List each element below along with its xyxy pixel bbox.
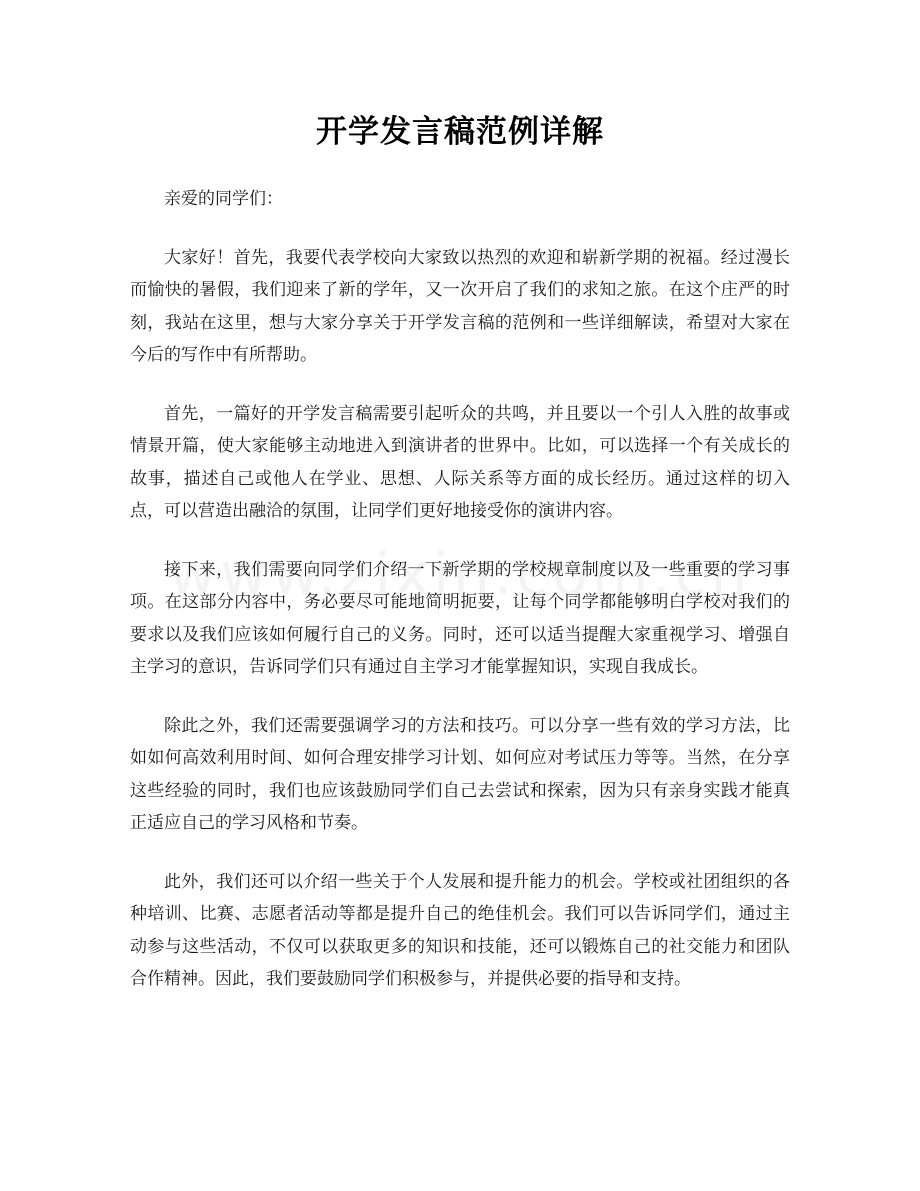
body-paragraph: 除此之外，我们还需要强调学习的方法和技巧。可以分享一些有效的学习方法，比如如何高效利用时间、如何合理安排学习计划、如何应对考试压力等等。当然，在分享这些经验的同时，我们也应该鼓励同学们自己去尝试和探索，因为只有亲身实践才能真正适应自己的学习风格和节奏。	[130, 715, 790, 833]
body-paragraph: 首先，一篇好的开学发言稿需要引起听众的共鸣，并且要以一个引人入胜的故事或情景开篇，使大家能够主动地进入到演讲者的世界中。比如，可以选择一个有关成长的故事，描述自己或他人在学业、思想、人际关系等方面的成长经历。通过这样的切入点，可以营造出融洽的氛围，让同学们更好地接受你的演讲内容。	[130, 403, 790, 521]
body-paragraph: 大家好！首先，我要代表学校向大家致以热烈的欢迎和崭新学期的祝福。经过漫长而愉快的暑假，我们迎来了新的学年，又一次开启了我们的求知之旅。在这个庄严的时刻，我站在这里，想与大家分享关于开学发言稿的范例和一些详细解读，希望对大家在今后的写作中有所帮助。	[130, 247, 790, 365]
body-paragraph: 接下来，我们需要向同学们介绍一下新学期的学校规章制度以及一些重要的学习事项。在这部分内容中，务必要尽可能地简明扼要，让每个同学都能够明白学校对我们的要求以及我们应该如何履行自己的义务。同时，还可以适当提醒大家重视学习、增强自主学习的意识，告诉同学们只有通过自主学习才能掌握知识，实现自我成长。	[130, 559, 790, 677]
document-title: 开学发言稿范例详解	[316, 114, 604, 150]
body-paragraph: 此外，我们还可以介绍一些关于个人发展和提升能力的机会。学校或社团组织的各种培训、比赛、志愿者活动等都是提升自己的绝佳机会。我们可以告诉同学们，通过主动参与这些活动，不仅可以获取更多的知识和技能，还可以锻炼自己的社交能力和团队合作精神。因此，我们要鼓励同学们积极参与，并提供必要的指导和支持。	[130, 871, 790, 989]
salutation-paragraph: 亲爱的同学们：	[164, 189, 283, 209]
document-body	[130, 183, 790, 1022]
